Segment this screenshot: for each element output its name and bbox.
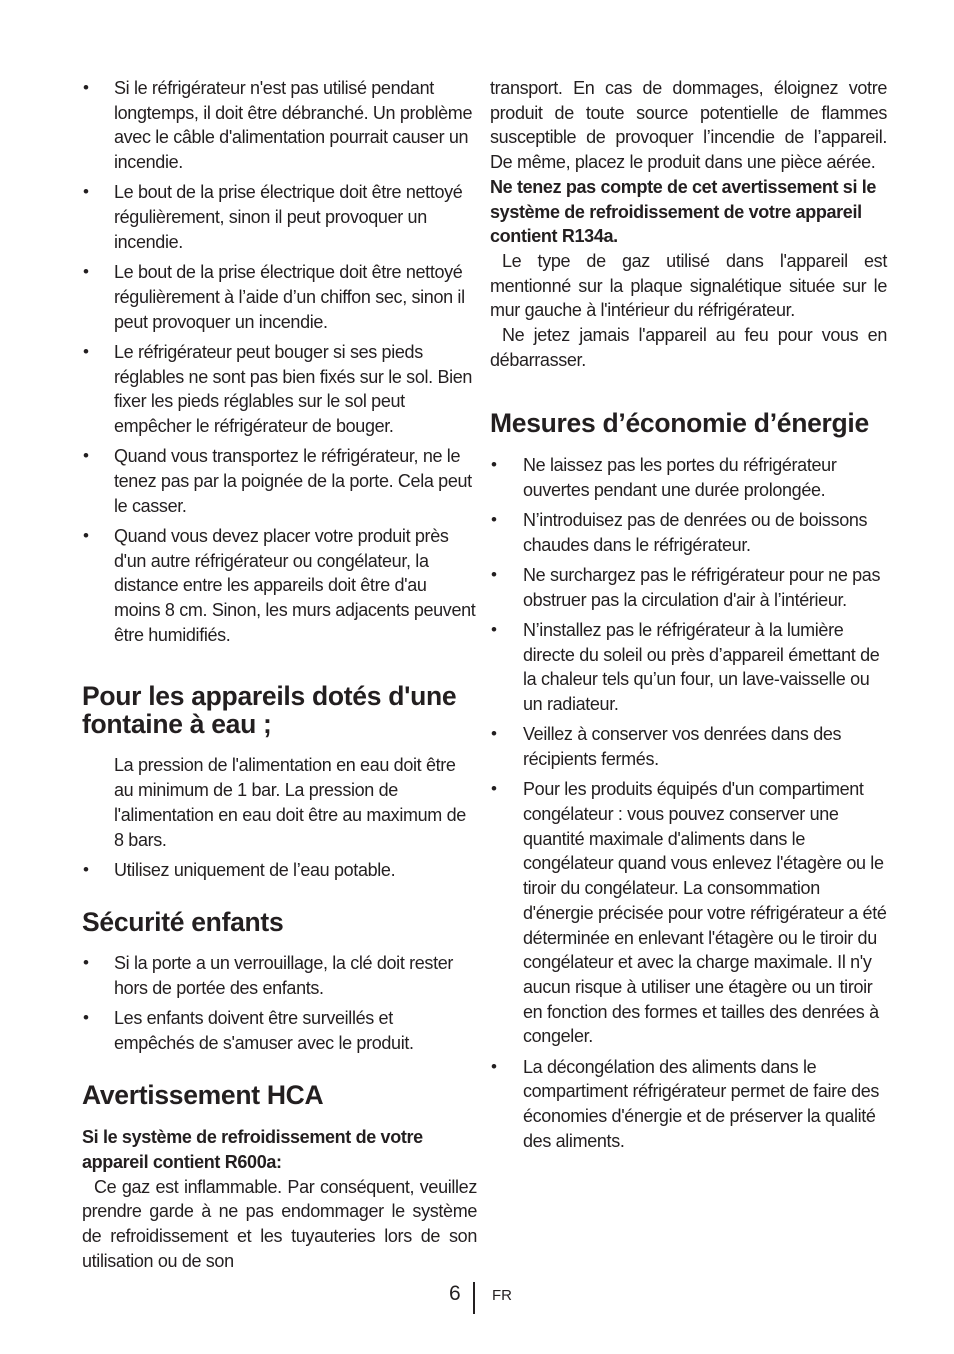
list-item: • Les enfants doivent être surveillés et empêchés de s'amuser avec le produit. — [82, 1006, 477, 1055]
energy-bullet-list — [490, 453, 887, 1154]
fountain-bullet-list — [82, 858, 477, 883]
disposal-paragraph: Ne jetez jamais l'appareil au feu pour vous en débarrasser. — [490, 325, 887, 370]
hca-heading: Avertissement HCA — [82, 1079, 324, 1110]
language-code: FR — [492, 1287, 512, 1304]
list-item: • Le réfrigérateur peut bouger si ses pieds réglables ne sont pas bien fixés sur le sol. Bien fixer les pieds réglables sur le sol peut empêcher le réfrigérateur de bouger. — [82, 340, 477, 439]
hca-paragraph: Ce gaz est inflammable. Par conséquent, veuillez prendre garde à ne pas endommager le système de refroidissement et les tuyauteries lors de son utilisation ou de son — [82, 1176, 477, 1271]
list-item: • Le bout de la prise électrique doit être nettoyé régulièrement, sinon il peut provoquer un incendie. — [82, 180, 477, 254]
list-item: • N’introduisez pas de denrées ou de boissons chaudes dans le réfrigérateur. — [490, 508, 887, 557]
child-safety-heading: Sécurité enfants — [82, 906, 284, 937]
gas-type-paragraph: Le type de gaz utilisé dans l'appareil est mentionné sur la plaque signalétique située sur le mur gauche à l'intérieur du réfrigérateur. — [490, 250, 887, 321]
list-item: • Ne surchargez pas le réfrigérateur pour ne pas obstruer pas la circulation d'air à l’intérieur. — [490, 563, 887, 612]
child-safety-bullet-list — [82, 951, 477, 1055]
list-item: • Si le réfrigérateur n'est pas utilisé pendant longtemps, il doit être débranché. Un problème avec le câble d'alimentation pourrait causer un incendie. — [82, 76, 477, 175]
list-item: • Quand vous transportez le réfrigérateur, ne le tenez pas par la poignée de la porte. Cela peut le casser. — [82, 444, 477, 518]
list-item: • Le bout de la prise électrique doit être nettoyé régulièrement à l’aide d’un chiffon sec, sinon il peut provoquer un incendie. — [82, 260, 477, 334]
fountain-heading: Pour les appareils dotés d'une fontaine à eau ; — [82, 681, 457, 739]
list-item: • Pour les produits équipés d'un compartiment congélateur : vous pouvez conserver une quantité maximale d'aliments dans le congélateur quand vous enlevez l'étagère ou le tiroir du congélateur. La consommation d'énergie précisée pour votre réfrigérateur a été déterminée en enlevant l'étagère ou le tiroir du congélateur et avec la charge maximale. Il n'y aucun risque à utiliser une étagère ou un tiroir en fonction des formes et tailles des denrées à congeler. — [490, 777, 887, 1049]
fountain-paragraph: La pression de l'alimentation en eau doit être au minimum de 1 bar. La pression de l'alimentation en eau doit être au maximum de 8 bars. — [114, 755, 466, 850]
energy-heading: Mesures d’économie d’énergie — [490, 408, 869, 439]
safety-bullet-list — [82, 76, 477, 647]
list-item: • N’installez pas le réfrigérateur à la lumière directe du soleil ou près d’appareil émettant de la chaleur tels qu’un four, un lave-vaisselle ou un radiateur. — [490, 618, 887, 717]
list-item: • Veillez à conserver vos denrées dans des récipients fermés. — [490, 722, 887, 771]
hca-r134a-notice: Ne tenez pas compte de cet avertissement si le système de refroidissement de votre appareil contient R134a. — [490, 176, 877, 247]
footer-divider — [473, 1282, 475, 1314]
page-footer — [0, 1282, 954, 1312]
list-item: • Quand vous devez placer votre produit près d'un autre réfrigérateur ou congélateur, la distance entre les appareils doit être d'au moins 8 cm. Sinon, les murs adjacents peuvent être humidifiés. — [82, 524, 477, 648]
list-item: • Si la porte a un verrouillage, la clé doit rester hors de portée des enfants. — [82, 951, 477, 1000]
list-item: • Ne laissez pas les portes du réfrigérateur ouvertes pendant une durée prolongée. — [490, 453, 887, 502]
left-column — [82, 76, 477, 1274]
list-item: • La décongélation des aliments dans le compartiment réfrigérateur permet de faire des économies d'énergie et de préserver la qualité des aliments. — [490, 1055, 887, 1154]
page-number: 6 — [449, 1282, 461, 1305]
right-column — [490, 76, 887, 1159]
hca-continued-paragraph: transport. En cas de dommages, éloignez votre produit de toute source potentielle de flammes susceptible de provoquer l’incendie de l’appareil. De même, placez le produit dans une pièce aérée. — [490, 78, 887, 173]
list-item: • Utilisez uniquement de l’eau potable. — [82, 858, 477, 883]
hca-r600a-notice: Si le système de refroidissement de votre appareil contient R600a: — [82, 1127, 423, 1173]
